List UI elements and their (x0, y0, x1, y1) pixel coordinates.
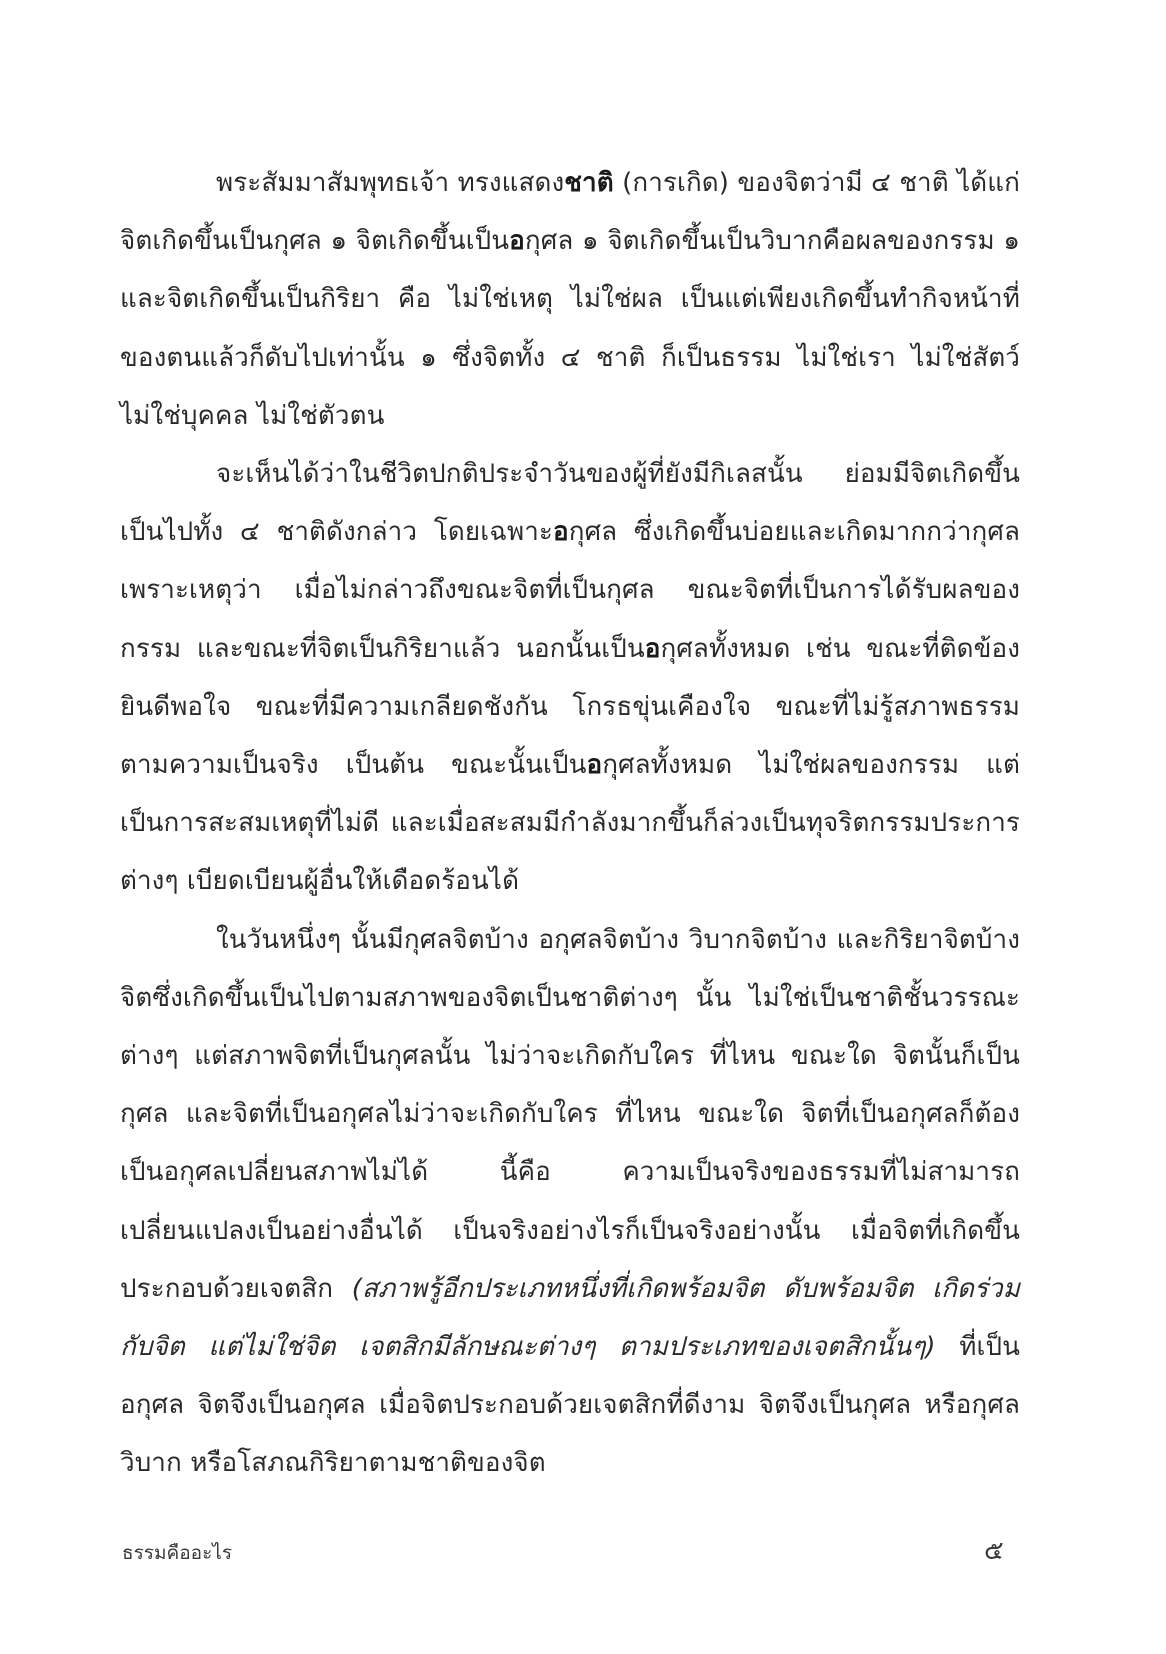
bold-run: อ (509, 226, 525, 257)
footer-book-title: ธรรมคืออะไร (122, 1542, 233, 1564)
text-run: กุศล ซึ่งเกิดขึ้นบ่อยและเกิดมากกว่ากุศล เพราะเหตุว่า เมื่อไม่กล่าวถึงขณะจิตที่เป็นกุศล ขณะจิตที่เป็นการได้รับผลของกรรม และขณะที่จิตเป็นกิริยาแล้ว นอกนั้นเป็น (120, 517, 1020, 664)
text-run: (การเกิด) ของจิตว่ามี ๔ ชาติ ได้แก่ จิตเกิดขึ้นเป็นกุศล ๑ จิตเกิดขึ้นเป็น (120, 168, 1020, 257)
italic-run: (สภาพรู้อีกประเภทหนึ่งที่เกิดพร้อมจิต ดับพร้อมจิต เกิดร่วมกับจิต แต่ไม่ใช่จิต เจตสิกมีลักษณะต่างๆ ตามประเภทของเจตสิกนั้นๆ) (120, 1273, 1020, 1363)
paragraph-3 (120, 911, 1020, 1493)
bold-run: อ (644, 633, 661, 664)
bold-run: อ (586, 750, 603, 781)
text-run: ที่เป็นอกุศล จิตจึงเป็นอกุศล เมื่อจิตประกอบด้วยเจตสิกที่ดีงาม จิตจึงเป็นกุศล หรือกุศลวิบาก หรือโสภณกิริยาตามชาติของจิต (120, 1332, 1020, 1479)
bold-run: อ (553, 517, 569, 548)
text-run: พระสัมมาสัมพุทธเจ้า ทรงแสดง (216, 168, 565, 198)
paragraph-2 (120, 445, 1020, 911)
bold-run: ชาติ (564, 168, 614, 198)
body-text (120, 154, 1020, 1493)
paragraph-1 (120, 154, 1020, 445)
page-number: ๕ (984, 1536, 1004, 1566)
text-run: กุศลทั้งหมด ไม่ใช่ผลของกรรม แต่เป็นการสะสมเหตุที่ไม่ดี และเมื่อสะสมมีกำลังมากขึ้นก็ล่วงเป็นทุจริตกรรมประการต่างๆ เบียดเบียนผู้อื่นให้เดือดร้อนได้ (120, 750, 1021, 897)
text-run: ในวันหนึ่งๆ นั้นมีกุศลจิตบ้าง อกุศลจิตบ้าง วิบากจิตบ้าง และกิริยาจิตบ้าง จิตซึ่งเกิดขึ้นเป็นไปตามสภาพของจิตเป็นชาติต่างๆ นั้น ไม่ใช่เป็นชาติชั้นวรรณะต่างๆ แต่สภาพจิตที่เป็นกุศลนั้น ไม่ว่าจะเกิดกับใคร ที่ไหน ขณะใด จิตนั้นก็เป็นกุศล และจิตที่เป็นอกุศลไม่ว่าจะเกิดกับใคร ที่ไหน ขณะใด จิตที่เป็นอกุศลก็ต้องเป็นอกุศลเปลี่ยนสภาพไม่ได้ นี้คือ ความเป็นจริงของธรรมที่ไม่สามารถเปลี่ยนแปลงเป็นอย่างอื่นได้ เป็นจริงอย่างไรก็เป็นจริงอย่างนั้น เมื่อจิตที่เกิดขึ้นประกอบด้วยเจตสิก (120, 924, 1020, 1304)
text-run: จะเห็นได้ว่าในชีวิตปกติประจำวันของผู้ที่ยังมีกิเลสนั้น ย่อมมีจิตเกิดขึ้นเป็นไปทั้ง ๔ ชาติดังกล่าว โดยเฉพาะ (120, 459, 1020, 548)
text-run: กุศลทั้งหมด เช่น ขณะที่ติดข้องยินดีพอใจ ขณะที่มีความเกลียดชังกัน โกรธขุ่นเคืองใจ ขณะที่ไม่รู้สภาพธรรมตามความเป็นจริง เป็นต้น ขณะนั้นเป็น (120, 633, 1020, 781)
text-run: กุศล ๑ จิตเกิดขึ้นเป็นวิบากคือผลของกรรม ๑ และจิตเกิดขึ้นเป็นกิริยา คือ ไม่ใช่เหตุ ไม่ใช่ผล เป็นแต่เพียงเกิดขึ้นทำกิจหน้าที่ของตนแล้วก็ดับไปเท่านั้น ๑ ซึ่งจิตทั้ง ๔ ชาติ ก็เป็นธรรม ไม่ใช่เรา ไม่ใช่สัตว์ ไม่ใช่บุคคล ไม่ใช่ตัวตน (120, 226, 1020, 431)
